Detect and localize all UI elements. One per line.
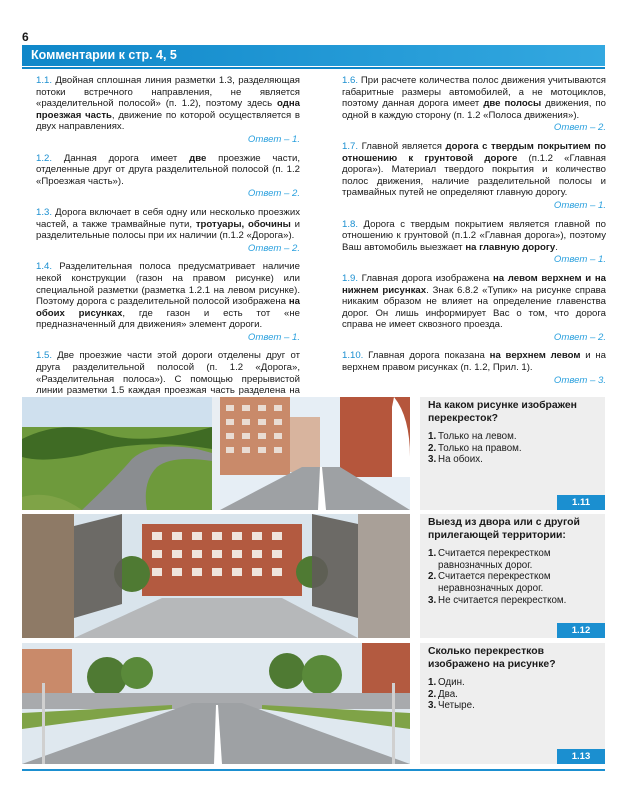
question-title: Выезд из двора или с другой прилегающей территории: (428, 517, 580, 541)
comment-text: и на верхнем правом рисунках (п. 1.2, Прил. 1). (342, 350, 606, 374)
comment-emphasis: тротуары, обочины (195, 218, 291, 230)
comment-1-6 (342, 75, 606, 134)
question-1-13 (22, 643, 605, 764)
comment-number: 1.1. (36, 75, 53, 86)
comment-answer: Ответ – 1. (247, 133, 300, 145)
comment-1-3 (36, 207, 300, 254)
comment-text: проезжие части, отделенные друг от друга разделительной полосой (п. 1.2 «Проезжая часть»). (36, 152, 300, 187)
comment-1-7 (342, 141, 606, 212)
comment-text: Двойная сплошная линия разметки 1.3, разделяющая потоки встречного направления, не является «разделительной полосой» (п. 1.2), поэтому здесь (36, 75, 300, 110)
question-badge: 1.11 (557, 495, 605, 510)
option-number: 3. (428, 454, 437, 466)
comment-text: . Знак 6.8.2 «Тупик» на рисунке справа никаким образом не влияет на определение главенства дорог. Он лишь информирует Вас о том, что дорога справа не имеет сквозного проезда. (342, 284, 606, 331)
comment-number: 1.2. (36, 152, 53, 164)
option-number: 1. (428, 548, 437, 560)
question-badge: 1.12 (557, 623, 605, 638)
comment-emphasis: дорога с твердым покрытием по отношению к грунтовой дороге (342, 140, 606, 164)
comment-text: Главная дорога изображена (358, 272, 493, 284)
option-number: 2. (428, 442, 437, 454)
option-text: Считается перекрестком равнозначных дорог. (438, 548, 551, 571)
comment-number: 1.7. (342, 140, 359, 152)
answer-option[interactable] (428, 595, 597, 607)
answer-option[interactable] (428, 548, 597, 571)
question-panel-1-11 (420, 397, 605, 510)
answer-option[interactable] (428, 689, 597, 701)
comment-answer: Ответ – 1. (247, 331, 300, 343)
comment-emphasis: на главную дорогу (465, 241, 556, 253)
page-number: 6 (22, 30, 29, 44)
comment-1-8 (342, 219, 606, 266)
comment-number: 1.3. (36, 206, 53, 218)
illustration-1-11 (22, 397, 410, 510)
answer-option[interactable] (428, 677, 597, 689)
comment-1-10 (342, 350, 606, 386)
answer-option[interactable] (428, 700, 597, 712)
question-1-11 (22, 397, 605, 510)
comment-emphasis: две полосы (483, 98, 542, 110)
comment-answer: Ответ – 2. (247, 242, 300, 254)
answer-option[interactable] (428, 454, 597, 466)
illustration-1-13 (22, 643, 410, 764)
comment-emphasis: две (189, 152, 207, 164)
comment-answer: Ответ – 1. (553, 199, 606, 211)
comment-text: , движение по которой осуществляется в двух направлениях. (36, 109, 300, 133)
option-number: 3. (428, 594, 437, 606)
section-header: Комментарии к стр. 4, 5 (22, 45, 605, 66)
comment-text: Две проезжие части этой дороги отделены друг от друга разделительной полосой (п. 1.2 «Дорога», «Разделительная полоса»). С помощью прерывистой линии разметки 1.5 каждая проезжая часть разделена на (36, 350, 300, 397)
comment-text: . (555, 241, 558, 253)
option-number: 2. (428, 688, 437, 700)
comment-text: Разделительная полоса предусматривает наличие некой конструкции (газон на правом рисунке) или специальной разметки (разметка 1.2.1 на левом рисунке). Поэтому дорога с разделительной полосой изображена (36, 261, 300, 308)
comment-text: и разделительные полосы при их наличии (п.1.2 «Дорога»). (36, 218, 301, 242)
comment-answer: Ответ – 2. (553, 331, 606, 343)
comment-text: движения, по одной в каждую сторону (п. 1.2 «Полоса движения»). (342, 98, 606, 121)
comment-1-2 (36, 153, 300, 200)
comment-answer: Ответ – 1. (553, 254, 606, 266)
comment-number: 1.8. (342, 218, 359, 230)
comment-number: 1.6. (342, 75, 359, 86)
option-number: 2. (428, 571, 437, 583)
question-panel-1-12 (420, 514, 605, 638)
option-text: Только на правом. (438, 442, 522, 454)
option-text: Два. (438, 688, 458, 700)
comment-text: При расчете количества полос движения учитываются габаритные размеры автомобилей, а не мотоциклов, поэтому данная дорога имеет (342, 75, 606, 110)
comment-number: 1.4. (36, 261, 53, 273)
illustration-1-12 (22, 514, 410, 638)
option-number: 1. (428, 677, 437, 689)
answer-option[interactable] (428, 431, 597, 443)
comment-number: 1.5. (36, 350, 53, 362)
comment-emphasis: на верхнем левом (489, 350, 581, 362)
comment-emphasis: на левом верхнем и на нижнем рисунках (342, 272, 606, 296)
option-text: На обоих. (438, 454, 483, 466)
comment-emphasis: одна проезжая часть (36, 98, 300, 121)
option-text: Не считается перекрестком. (438, 594, 567, 606)
comment-text: Главной является (358, 140, 446, 152)
question-title: На каком рисунке изображен перекресток? (428, 400, 577, 424)
comment-text: Главная дорога показана (363, 350, 490, 362)
option-text: Четыре. (438, 700, 475, 712)
comment-1-9 (342, 273, 606, 344)
answer-option[interactable] (428, 571, 597, 594)
options-list (420, 542, 605, 606)
question-panel-1-13 (420, 643, 605, 764)
comment-answer: Ответ – 3. (553, 374, 606, 386)
options-list (420, 671, 605, 712)
option-number: 1. (428, 431, 437, 443)
comment-text: , где газон и есть тот «не предназначенный для движения» элемент дороги. (36, 307, 300, 331)
option-text: Считается перекрестком неравнозначных дорог. (438, 571, 551, 594)
comment-text: (п.1.2 «Главная дорога»). Материал твердого покрытия и количество полос движения, наличие разделительной полосы и трамвайных путей не определяют главную дорогу. (342, 152, 606, 199)
comment-answer: Ответ – 2. (553, 122, 606, 134)
bottom-rule (22, 769, 605, 771)
answer-option[interactable] (428, 443, 597, 455)
question-1-12 (22, 514, 605, 638)
options-list (420, 425, 605, 466)
comment-text: Дорога с твердым покрытием является главной по отношению к грунтовой (п.1.2 «Главная дорога»), поэтому Ваш автомобиль выезжает (342, 218, 606, 253)
option-text: Один. (438, 677, 465, 689)
option-text: Только на левом. (438, 431, 517, 443)
left-column (36, 75, 300, 451)
comment-1-1 (36, 75, 300, 146)
question-title: Сколько перекрестков изображено на рисунке? (428, 646, 556, 670)
question-badge: 1.13 (557, 749, 605, 764)
comment-emphasis: на обоих рисунках (36, 296, 300, 319)
comment-number: 1.10. (342, 350, 364, 362)
comment-number: 1.9. (342, 272, 359, 284)
right-column (342, 75, 606, 451)
comment-answer: Ответ – 2. (247, 188, 300, 200)
option-number: 3. (428, 700, 437, 712)
comment-text: Дорога включает в себя одну или несколько проезжих частей, а также трамвайные пути, (36, 206, 300, 230)
comments-columns (36, 75, 606, 451)
comment-1-4 (36, 261, 300, 343)
comment-text: Данная дорога имеет (52, 152, 190, 164)
